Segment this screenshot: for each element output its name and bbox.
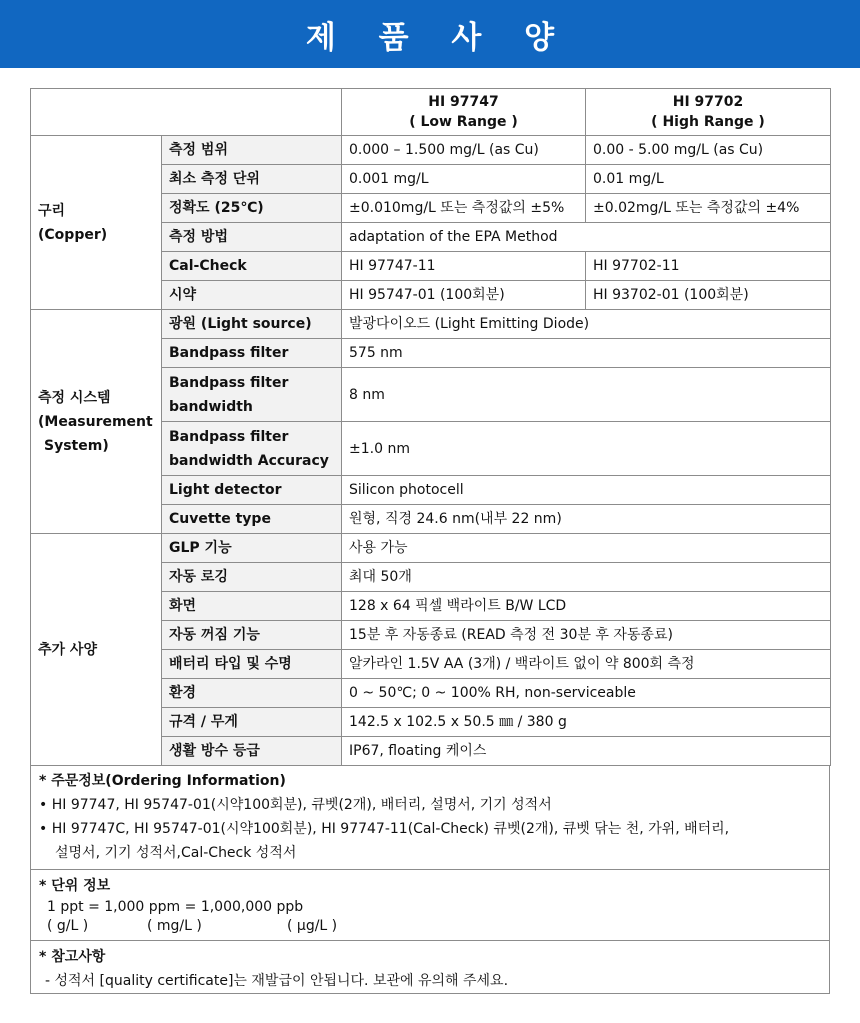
group-extra xyxy=(31,534,162,766)
row-label: 최소 측정 단위 xyxy=(162,165,342,194)
unit-g: ( g/L ) xyxy=(47,918,89,934)
unit-info xyxy=(30,870,830,941)
value-b: ±0.02mg/L 또는 측정값의 ±4% xyxy=(586,194,831,223)
row-label: 환경 xyxy=(162,679,342,708)
page-title: 제 품 사 양 xyxy=(305,19,571,56)
row-label: Light detector xyxy=(162,476,342,505)
value-a: 0.001 mg/L xyxy=(342,165,586,194)
row-label: 자동 로깅 xyxy=(162,563,342,592)
col-a-range: ( Low Range ) xyxy=(409,114,518,130)
value-a: HI 95747-01 (100회분) xyxy=(342,281,586,310)
value-merged: 원형, 직경 24.6 nm(내부 22 nm) xyxy=(342,505,831,534)
group-copper xyxy=(31,136,162,310)
row-label-line1: Bandpass filter xyxy=(169,428,289,445)
value-merged: 128 x 64 픽셀 백라이트 B/W LCD xyxy=(342,592,831,621)
row-label: 정확도 (25℃) xyxy=(162,194,342,223)
value-a: 0.000 – 1.500 mg/L (as Cu) xyxy=(342,136,586,165)
row-label: Cuvette type xyxy=(162,505,342,534)
row-label: 측정 범위 xyxy=(162,136,342,165)
value-merged: 0 ~ 50℃; 0 ~ 100% RH, non-serviceable xyxy=(342,679,831,708)
col-b-range: ( High Range ) xyxy=(651,114,765,130)
value-merged: 알카라인 1.5V AA (3개) / 백라이트 없이 약 800회 측정 xyxy=(342,650,831,679)
value-merged: 575 nm xyxy=(342,339,831,368)
header-col-a xyxy=(342,89,586,136)
value-merged: Silicon photocell xyxy=(342,476,831,505)
header-blank xyxy=(31,89,342,136)
group-system-name-en1: (Measurement xyxy=(38,413,153,430)
value-merged: 142.5 x 102.5 x 50.5 ㎜ / 380 g xyxy=(342,708,831,737)
unit-ug: ( μg/L ) xyxy=(287,918,338,934)
row-label-multiline xyxy=(162,422,342,476)
row-label-line2: bandwidth xyxy=(169,398,253,415)
value-merged: adaptation of the EPA Method xyxy=(342,223,831,252)
row-label: 규격 / 무게 xyxy=(162,708,342,737)
header-col-b xyxy=(586,89,831,136)
row-label-multiline xyxy=(162,368,342,422)
value-b: 0.00 - 5.00 mg/L (as Cu) xyxy=(586,136,831,165)
value-b: HI 97702-11 xyxy=(586,252,831,281)
title-banner xyxy=(0,0,860,68)
row-label: 배터리 타입 및 수명 xyxy=(162,650,342,679)
value-a: HI 97747-11 xyxy=(342,252,586,281)
row-label: 광원 (Light source) xyxy=(162,310,342,339)
ordering-title: * 주문정보(Ordering Information) xyxy=(39,773,286,789)
row-label: 시약 xyxy=(162,281,342,310)
row-label: GLP 기능 xyxy=(162,534,342,563)
value-merged: 발광다이오드 (Light Emitting Diode) xyxy=(342,310,831,339)
notes-line: - 성적서 [quality certificate]는 재발급이 안됩니다. 보관에 유의해 주세요. xyxy=(45,973,509,989)
group-copper-name: 구리 xyxy=(38,202,66,219)
row-label: Cal-Check xyxy=(162,252,342,281)
table-row xyxy=(31,534,831,563)
row-label-line1: Bandpass filter xyxy=(169,374,289,391)
units-equation: 1 ppt = 1,000 ppm = 1,000,000 ppb xyxy=(47,899,304,915)
ordering-item-continued: 설명서, 기기 성적서,Cal-Check 성적서 xyxy=(55,845,297,861)
table-row xyxy=(31,136,831,165)
group-system xyxy=(31,310,162,534)
row-label: Bandpass filter xyxy=(162,339,342,368)
group-system-name-en2: System) xyxy=(44,437,109,454)
units-title: * 단위 정보 xyxy=(39,878,111,894)
header-row xyxy=(31,89,831,136)
spec-table xyxy=(30,88,831,766)
table-row xyxy=(31,310,831,339)
value-a: ±0.010mg/L 또는 측정값의 ±5% xyxy=(342,194,586,223)
unit-mg: ( mg/L ) xyxy=(147,918,202,934)
col-a-model: HI 97747 xyxy=(428,94,499,110)
row-label: 화면 xyxy=(162,592,342,621)
group-copper-name-en: (Copper) xyxy=(38,226,108,243)
units-labels xyxy=(39,917,821,936)
ordering-item: • HI 97747C, HI 95747-01(시약100회분), HI 97747-11(Cal-Check) 큐벳(2개), 큐벳 닦는 천, 가위, 배터리, xyxy=(39,817,821,841)
group-system-name: 측정 시스템 xyxy=(38,389,111,406)
col-b-model: HI 97702 xyxy=(672,94,744,110)
notes-title: * 참고사항 xyxy=(39,949,106,965)
value-b: 0.01 mg/L xyxy=(586,165,831,194)
value-merged: ±1.0 nm xyxy=(342,422,831,476)
group-extra-name: 추가 사양 xyxy=(38,641,97,658)
ordering-item: • HI 97747, HI 95747-01(시약100회분), 큐벳(2개), 배터리, 설명서, 기기 성적서 xyxy=(39,793,821,817)
value-merged: 최대 50개 xyxy=(342,563,831,592)
value-b: HI 93702-01 (100회분) xyxy=(586,281,831,310)
row-label-line2: bandwidth Accuracy xyxy=(169,452,329,469)
row-label: 자동 꺼짐 기능 xyxy=(162,621,342,650)
value-merged: IP67, floating 케이스 xyxy=(342,737,831,766)
value-merged: 8 nm xyxy=(342,368,831,422)
row-label: 생활 방수 등급 xyxy=(162,737,342,766)
value-merged: 사용 가능 xyxy=(342,534,831,563)
row-label: 측정 방법 xyxy=(162,223,342,252)
value-merged: 15분 후 자동종료 (READ 측정 전 30분 후 자동종료) xyxy=(342,621,831,650)
ordering-info xyxy=(30,765,830,870)
notes xyxy=(30,941,830,994)
